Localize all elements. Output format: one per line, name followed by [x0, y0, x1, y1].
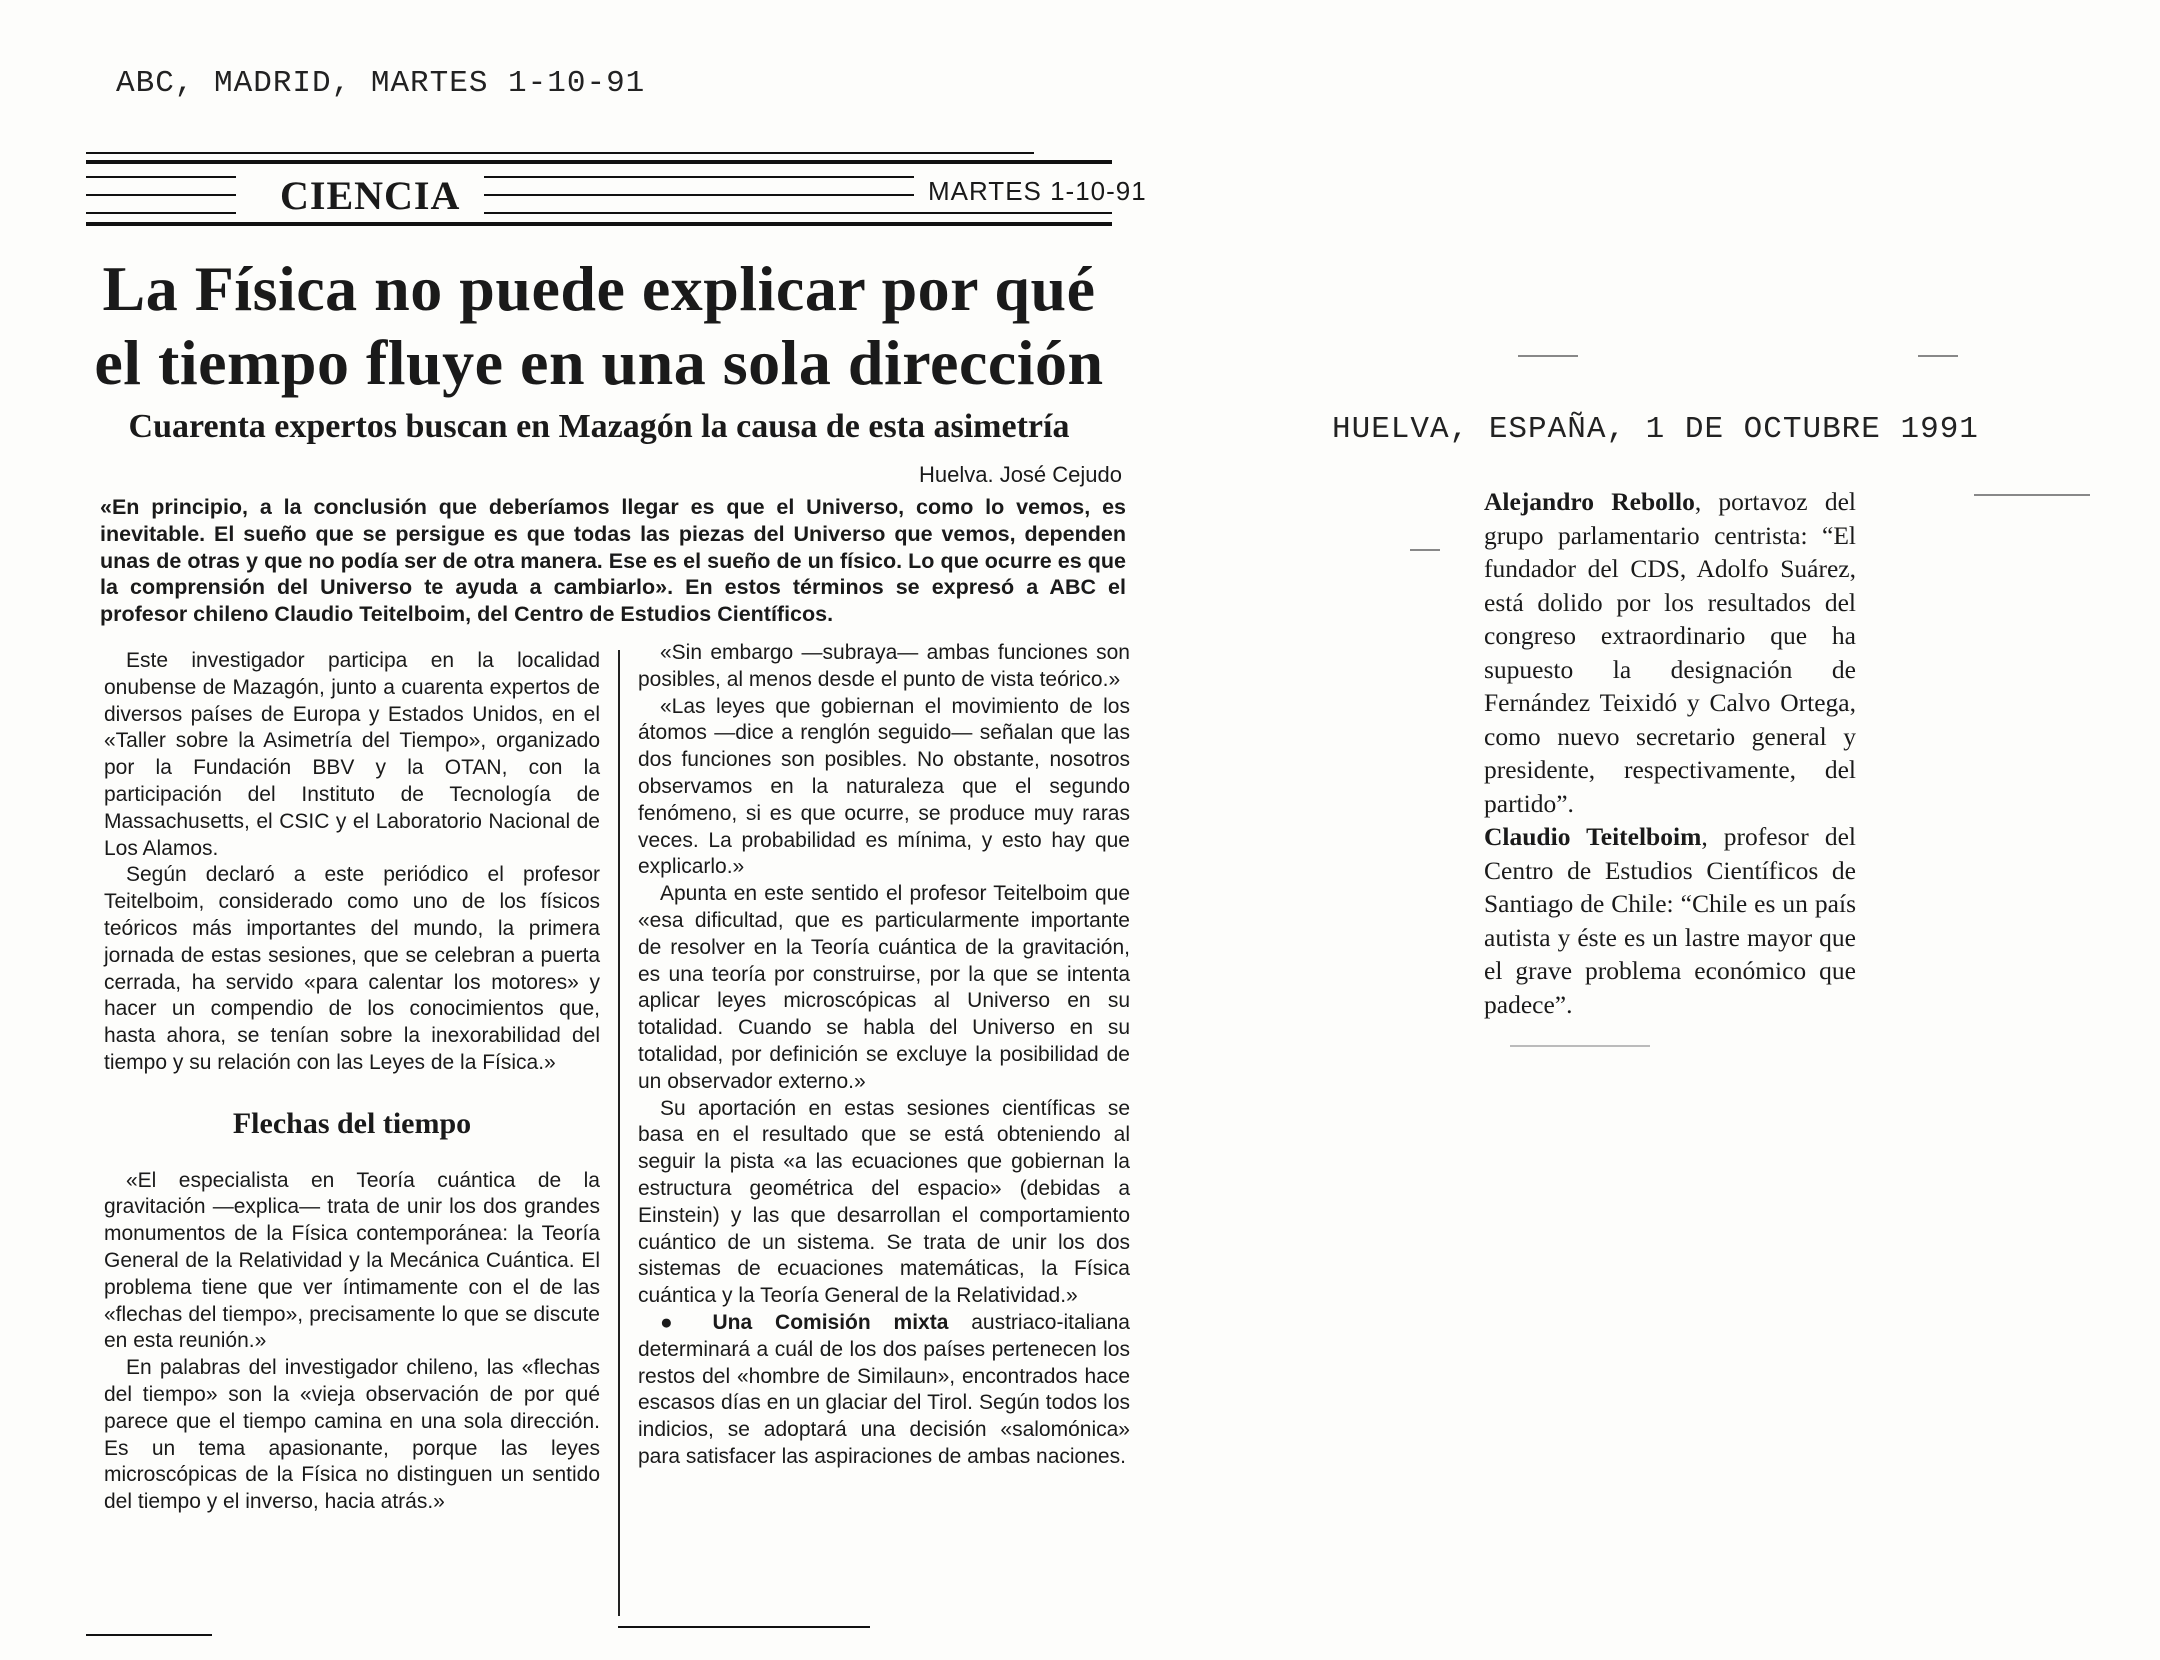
header-rule-thick [86, 160, 1112, 164]
headline-line-1: La Física no puede explicar por qué [102, 253, 1096, 324]
quote-text: , profesor del Centro de Estudios Científicos de Santiago de Chile: “Chile es un país autista y éste es un lastre mayor que el grave problema económico que padece”. [1484, 822, 1856, 1019]
scan-mark [1410, 549, 1440, 551]
quote-text: , portavoz del grupo parlamentario centrista: “El fundador del CDS, Adolfo Suárez, está dolido por los resultados del congreso extraordinario que ha supuesto la designación de Fernández Teixidó y Calvo Ortega, como nuevo secretario general y presidente, respectivamente, del partido”. [1484, 487, 1856, 818]
scan-mark [1974, 494, 2090, 496]
paragraph: Este investigador participa en la localidad onubense de Mazagón, junto a cuarenta expertos de diversos países de Europa y Estados Unidos, en el «Taller sobre la Asimetría del Tiempo», organizado por la Fundación BBV y la OTAN, con la participación del Instituto de Tecnología de Massachusetts, el CSIC y el Laboratorio Nacional de Los Alamos. [104, 649, 600, 860]
column-divider [618, 650, 620, 1616]
quote-paragraph [1484, 820, 1856, 1021]
brief-item-text: austriaco-italiana determinará a cuál de los dos países pertenecen los restos del «hombre de Similaun», encontrados hace escasos días en un glaciar del Tirol. Según todos los indicios, se adoptará una decisión «salomónica» para satisfacer las aspiraciones de ambas naciones. [638, 1310, 1130, 1468]
header-rule-mid-2 [484, 194, 914, 196]
brief-item [638, 1310, 1130, 1471]
scan-mark [1518, 355, 1578, 357]
header-rule-left-3 [86, 212, 236, 214]
lead-paragraph: «En principio, a la conclusión que deberíamos llegar es que el Universo, como lo vemos, es inevitable. El sueño que se persigue es que todas las piezas del Universo que vemos, dependen unas de otras y que no podía ser de otra manera. Ese es el sueño de un físico. Lo que ocurre es que la comprensión del Universo te ayuda a cambiarlo». En estos términos se expresó a ABC el profesor chileno Claudio Teitelboim, del Centro de Estudios Científicos. [100, 495, 1126, 627]
paragraph: «Sin embargo —subraya— ambas funciones son posibles, al menos desde el punto de vista teórico.» [638, 641, 1130, 691]
byline: Huelva. José Cejudo [918, 462, 1122, 487]
paragraph: Su aportación en estas sesiones científicas se basa en el resultado que se está obteniendo al seguir la pista «a las ecuaciones que gobiernan la estructura geométrica del espacio» (debidas a Einstein) y las que desarrollan el comportamiento cuántico de un sistema. Se trata de unir los dos sistemas de ecuaciones matemáticas, la Física cuántica y la Teoría General de la Relatividad.» [638, 1096, 1130, 1308]
header-rule-left-1 [86, 176, 236, 178]
scan-mark [1510, 1045, 1650, 1047]
header-rule-thin [86, 152, 1034, 154]
headline-line-2: el tiempo fluye en una sola dirección [94, 327, 1104, 398]
speaker-name: Alejandro Rebollo [1484, 487, 1695, 516]
section-title: CIENCIA [280, 173, 461, 218]
clipping-source-stamp-right: HUELVA, ESPAÑA, 1 DE OCTUBRE 1991 [1332, 412, 1979, 447]
clipping-source-stamp: ABC, MADRID, MARTES 1-10-91 [116, 66, 646, 101]
header-rule-bottom [86, 222, 1112, 226]
paragraph: «El especialista en Teoría cuántica de la gravitación —explica— trata de unir los dos grandes monumentos de la Física contemporánea: la Teoría General de la Relatividad y la Mecánica Cuántica. El problema tiene que ver íntimamente con el de las «flechas del tiempo», precisamente lo que se discute en esta reunión.» [104, 1168, 600, 1353]
paragraph: Según declaró a este periódico el profesor Teitelboim, considerado como uno de los físicos teóricos más importantes del mundo, la primera jornada de estas sesiones, que se celebran a puerta cerrada, ha servido «para calentar los motores» y hacer un compendio de los conocimientos que, hasta ahora, se tenían sobre la inexorabilidad del tiempo y su relación con las Leyes de la Física.» [104, 863, 600, 1074]
scan-mark [1918, 355, 1958, 357]
right-clipping [1484, 485, 1856, 1021]
section-date: MARTES 1-10-91 [928, 176, 1147, 206]
brief-item-lead: ● Una Comisión mixta [660, 1310, 949, 1334]
paragraph: «Las leyes que gobiernan el movimiento de los átomos —dice a renglón seguido— señalan que las dos funciones son posibles. No obstante, nosotros observamos en la naturaleza que el segundo fenómeno, si es que ocurre, se produce muy raras veces. La probabilidad es mínima, y esto hay que explicarlo.» [638, 694, 1130, 879]
paragraph: En palabras del investigador chileno, las «flechas del tiempo» son la «vieja observación de por qué parece que el tiempo camina en una sola dirección. Es un tema apasionante, porque las leyes microscópicas de la Física no distinguen un sentido del tiempo y el inverso, hacia atrás.» [104, 1356, 600, 1514]
middle-column [638, 640, 1130, 1471]
header-rule-left-2 [86, 194, 236, 196]
speaker-name: Claudio Teitelboim [1484, 822, 1702, 851]
left-column [104, 648, 600, 1516]
headline [86, 252, 1112, 400]
header-rule-mid-3 [484, 212, 1112, 214]
footer-rule-mid [618, 1626, 870, 1628]
paragraph: Apunta en este sentido el profesor Teitelboim que «esa dificultad, que es particularmente importante de resolver en la Teoría cuántica de la gravitación, es una teoría por construirse, por la que se intenta aplicar leyes microscópicas al Universo en su totalidad. Cuando se habla del Universo en su totalidad, por definición se excluye la posibilidad de un observador externo.» [638, 882, 1130, 1093]
subsection-title: Flechas del tiempo [232, 1106, 472, 1140]
header-rule-mid-1 [484, 176, 914, 178]
subheadline: Cuarenta expertos buscan en Mazagón la causa de esta asimetría [128, 408, 1070, 445]
quote-paragraph [1484, 485, 1856, 820]
footer-rule-left [86, 1634, 212, 1636]
